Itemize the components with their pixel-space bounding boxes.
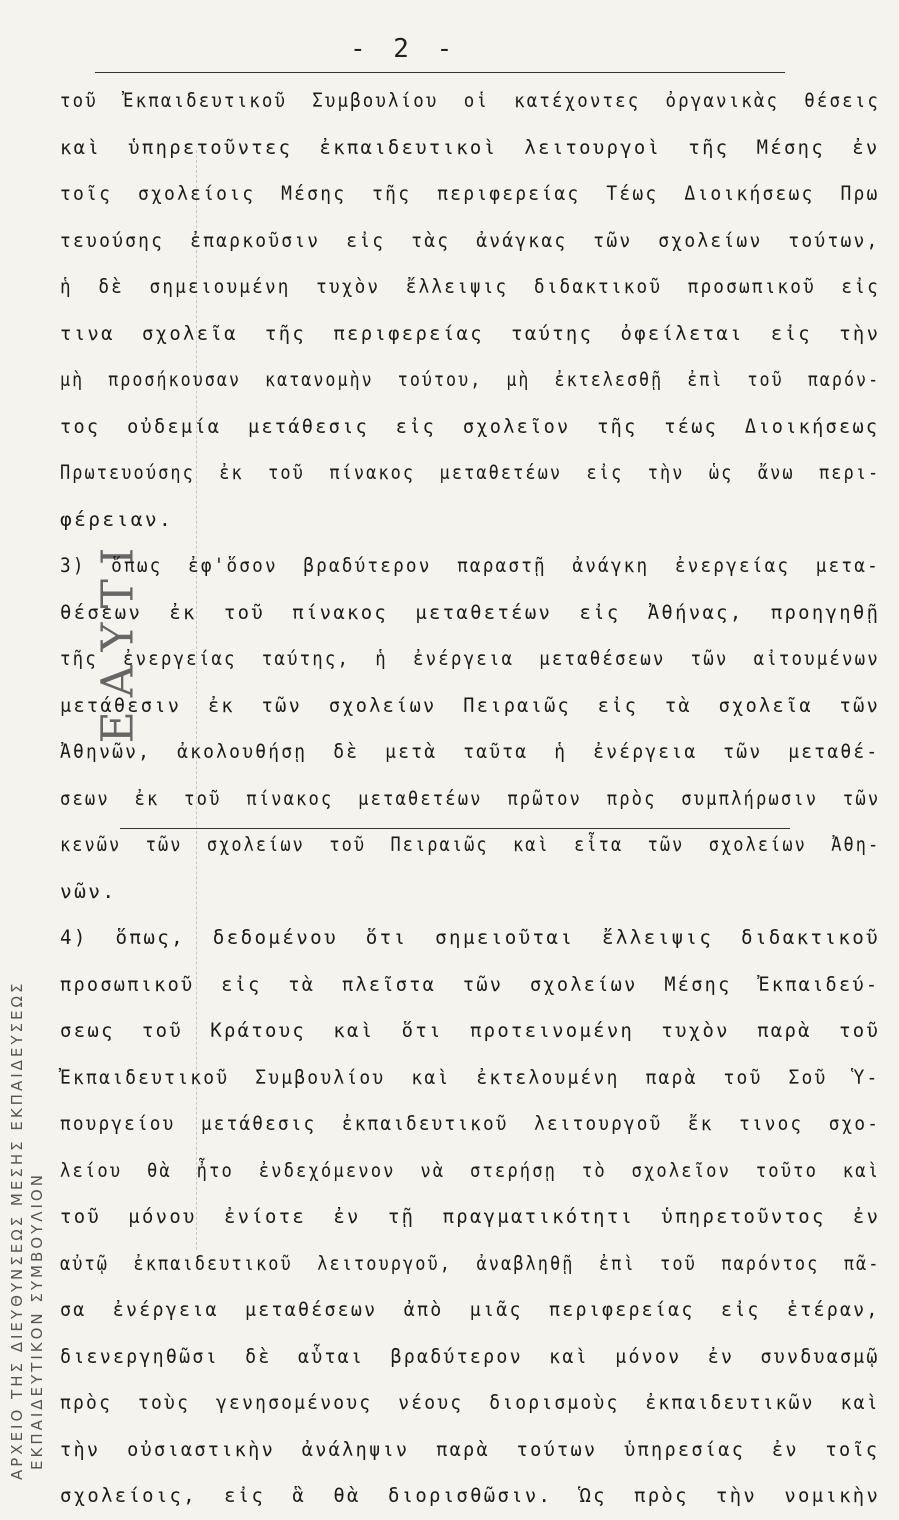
margin-stamp-letters: Ε Α Υ Τ Ι	[92, 547, 144, 744]
text-line: σχολείοις, εἰς ἃ θὰ διορισθῶσιν. Ὡς πρὸς τὴν νομικὴν	[60, 1484, 881, 1507]
page-number: - 2 -	[350, 34, 459, 64]
text-line: ἡ δὲ σημειουμένη τυχὸν ἔλλειψις διδακτικοῦ προσωπικοῦ εἰς	[60, 275, 880, 298]
top-rule	[95, 72, 785, 73]
text-line: λείου θὰ ἦτο ἐνδεχόμενον νὰ στερήσῃ τὸ σχολεῖον τοῦτο καὶ	[60, 1158, 881, 1182]
text-line: φέρειαν.	[60, 507, 174, 531]
text-line: μετάθεσιν ἐκ τῶν σχολείων Πειραιῶς εἰς τὰ σχολεῖα τῶν	[60, 693, 881, 717]
text-line: αὐτῷ ἐκπαιδευτικοῦ λειτουργοῦ, ἀναβληθῇ ἐπὶ τοῦ παρόντος πᾶ-	[60, 1251, 881, 1275]
text-line: 4) ὅπως, δεδομένου ὅτι σημειοῦται ἔλλειψις διδακτικοῦ	[60, 926, 881, 949]
text-line: τοῖς σχολείοις Μέσης τῆς περιφερείας Τέως Διοικήσεως Πρω	[60, 182, 880, 205]
text-line: θέσεων ἐκ τοῦ πίνακος μεταθετέων εἰς Ἀθήνας, προηγηθῇ	[60, 600, 881, 624]
text-line: τινα σχολεῖα τῆς περιφερείας ταύτης ὀφείλεται εἰς τὴν	[60, 321, 881, 345]
text-line: νῶν.	[60, 879, 117, 903]
text-line: Πρωτευούσης ἐκ τοῦ πίνακος μεταθετέων εἰς τὴν ὡς ἄνω περι-	[60, 461, 881, 484]
margin-archive-stamp-upper: ΑΡΧΕΙΟ ΤΗΣ ΔΙΕΥΘΥΝΣΕΩΣ ΜΕΣΗΣ ΕΚΠΑΙΔΕΥΣΕΩΣ	[8, 980, 26, 1480]
text-line: κενῶν τῶν σχολείων τοῦ Πειραιῶς καὶ εἶτα τῶν σχολείων Ἀθη-	[60, 833, 881, 856]
text-line: τὴν οὐσιαστικὴν ἀνάληψιν παρὰ τούτων ὑπηρεσίας ἐν τοῖς	[60, 1437, 880, 1461]
document-body	[60, 78, 880, 1520]
text-line: τευούσης ἐπαρκοῦσιν εἰς τὰς ἀνάγκας τῶν σχολείων τούτων,	[60, 228, 880, 252]
text-line: σεως τοῦ Κράτους καὶ ὅτι προτεινομένη τυχὸν παρὰ τοῦ	[60, 1019, 881, 1042]
text-line: διενεργηθῶσι δὲ αὗται βραδύτερον καὶ μόνον ἐν συνδυασμῷ	[60, 1344, 880, 1368]
text-line: τος οὐδεμία μετάθεσις εἰς σχολεῖον τῆς τέως Διοικήσεως	[60, 414, 880, 438]
text-line: σα ἐνέργεια μεταθέσεων ἀπὸ μιᾶς περιφερείας εἰς ἑτέραν,	[60, 1298, 880, 1321]
text-line: τοῦ μόνου ἐνίοτε ἐν τῇ πραγματικότητι ὑπηρετοῦντος ἐν	[60, 1205, 881, 1228]
text-line: προσωπικοῦ εἰς τὰ πλεῖστα τῶν σχολείων Μέσης Ἐκπαιδεύ-	[60, 972, 880, 996]
text-line: σεων ἐκ τοῦ πίνακος μεταθετέων πρῶτον πρὸς συμπλήρωσιν τῶν	[60, 786, 881, 810]
text-line: μὴ προσήκουσαν κατανομὴν τούτου, μὴ ἐκτελεσθῇ ἐπὶ τοῦ παρόν-	[60, 368, 881, 391]
margin-archive-stamp-lower: ΕΚΠΑΙΔΕΥΤΙΚΟΝ ΣΥΜΒΟΥΛΙΟΝ	[28, 1172, 46, 1470]
text-line: πρὸς τοὺς γενησομένους νέους διορισμοὺς ἐκπαιδευτικῶν καὶ	[60, 1391, 880, 1414]
text-line: τῆς ἐνεργείας ταύτης, ἡ ἐνέργεια μεταθέσεων τῶν αἰτουμένων	[60, 647, 880, 670]
text-line: Ἐκπαιδευτικοῦ Συμβουλίου καὶ ἐκτελουμένη παρὰ τοῦ Σοῦ Ὑ-	[60, 1065, 880, 1089]
text-line: Ἀθηνῶν, ἀκολουθήσῃ δὲ μετὰ ταῦτα ἡ ἐνέργεια τῶν μεταθέ-	[60, 740, 880, 763]
text-line: τοῦ Ἐκπαιδευτικοῦ Συμβουλίου οἱ κατέχοντες ὀργανικὰς θέσεις	[60, 89, 881, 112]
text-line: πουργείου μετάθεσις ἐκπαιδευτικοῦ λειτουργοῦ ἔκ τινος σχο-	[60, 1112, 881, 1135]
text-line: καὶ ὑπηρετοῦντες ἐκπαιδευτικοὶ λειτουργοὶ τῆς Μέσης ἐν	[60, 135, 880, 159]
text-line: 3) ὅπως ἐφ'ὅσον βραδύτερον παραστῇ ἀνάγκη ἐνεργείας μετα-	[60, 554, 880, 577]
